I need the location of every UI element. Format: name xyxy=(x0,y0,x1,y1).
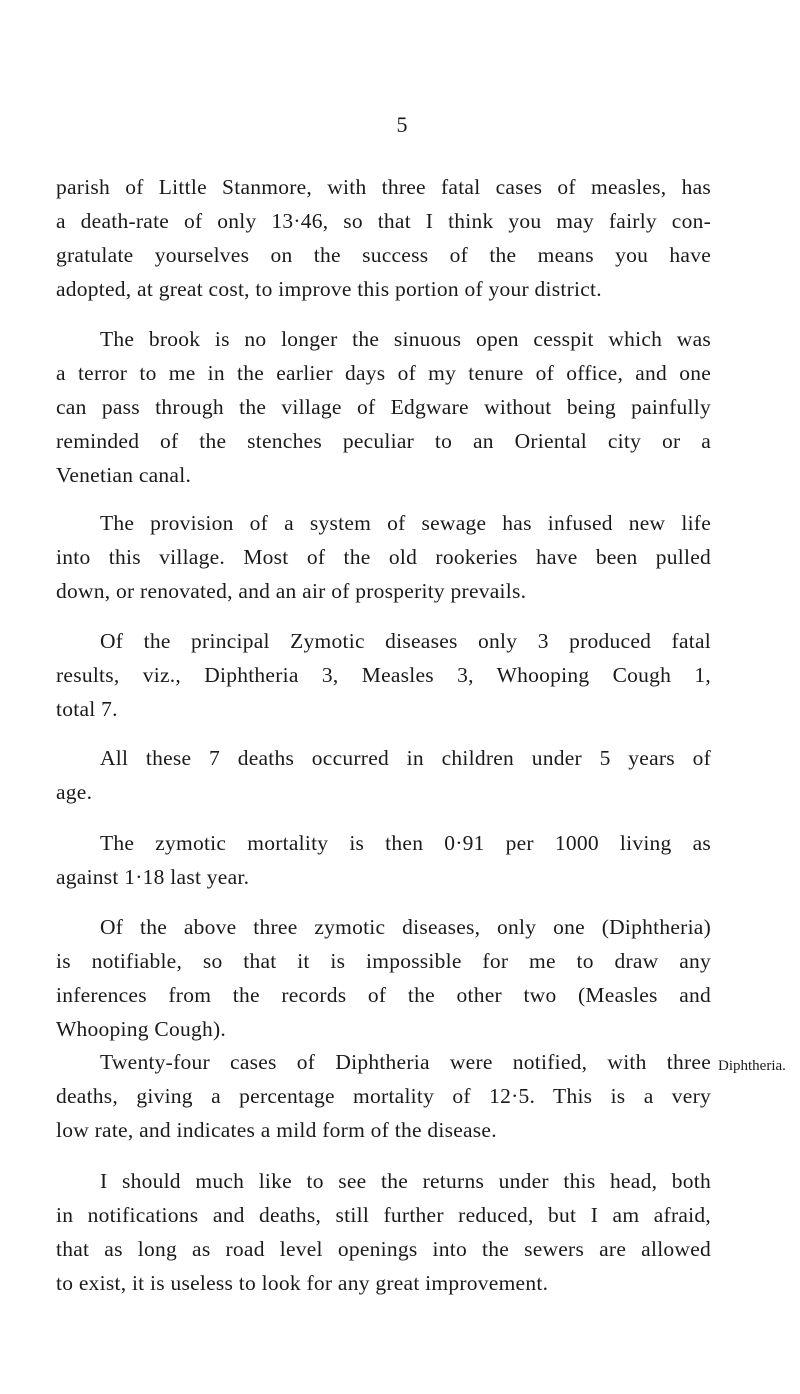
paragraph-3 xyxy=(56,506,711,608)
text-line: into this village. Most of the old rookeries have been pulled xyxy=(56,545,711,569)
text-line: inferences from the records of the other two (Measles and xyxy=(56,983,711,1007)
text-line: that as long as road level openings into the sewers are allowed xyxy=(56,1237,711,1261)
paragraph-1 xyxy=(56,170,711,306)
paragraph-6 xyxy=(56,826,711,894)
text-line: a death-rate of only 13·46, so that I think you may fairly con- xyxy=(56,209,711,233)
paragraph-2 xyxy=(56,322,711,492)
text-line: Whooping Cough). xyxy=(56,1017,227,1041)
text-line: is notifiable, so that it is impossible for me to draw any xyxy=(56,949,711,973)
paragraph-9 xyxy=(56,1164,711,1300)
text-line: The provision of a system of sewage has infused new life xyxy=(100,511,711,535)
text-line: to exist, it is useless to look for any great improvement. xyxy=(56,1271,549,1295)
text-line: total 7. xyxy=(56,697,118,721)
page-number: 5 xyxy=(396,112,408,137)
paragraph-8 xyxy=(56,1045,711,1147)
text-line: Venetian canal. xyxy=(56,463,192,487)
text-line: Of the principal Zymotic diseases only 3 produced fatal xyxy=(100,629,711,653)
text-line: down, or renovated, and an air of prosperity prevails. xyxy=(56,579,527,603)
text-line: against 1·18 last year. xyxy=(56,865,250,889)
text-line: Of the above three zymotic diseases, only one (Diphtheria) xyxy=(100,915,711,939)
text-line: All these 7 deaths occurred in children under 5 years of xyxy=(100,746,711,770)
text-line: Twenty-four cases of Diphtheria were notified, with three xyxy=(100,1050,711,1074)
text-line: a terror to me in the earlier days of my tenure of office, and one xyxy=(56,361,711,385)
text-line: gratulate yourselves on the success of the means you have xyxy=(56,243,711,267)
paragraph-7 xyxy=(56,910,711,1046)
text-line: reminded of the stenches peculiar to an Oriental city or a xyxy=(56,429,711,453)
paragraph-4 xyxy=(56,624,711,726)
text-line: parish of Little Stanmore, with three fatal cases of measles, has xyxy=(56,175,711,199)
text-line: deaths, giving a percentage mortality of 12·5. This is a very xyxy=(56,1084,711,1108)
text-line: age. xyxy=(56,780,93,804)
text-line: can pass through the village of Edgware without being painfully xyxy=(56,395,711,419)
margin-note-diphtheria: Diphtheria. xyxy=(718,1058,786,1074)
text-line: low rate, and indicates a mild form of the disease. xyxy=(56,1118,497,1142)
text-line: adopted, at great cost, to improve this portion of your district. xyxy=(56,277,602,301)
text-line: in notifications and deaths, still further reduced, but I am afraid, xyxy=(56,1203,711,1227)
text-line: The brook is no longer the sinuous open cesspit which was xyxy=(100,327,711,351)
paragraph-5 xyxy=(56,741,711,809)
text-line: results, viz., Diphtheria 3, Measles 3, Whooping Cough 1, xyxy=(56,663,711,687)
text-line: The zymotic mortality is then 0·91 per 1000 living as xyxy=(100,831,711,855)
text-line: I should much like to see the returns under this head, both xyxy=(100,1169,711,1193)
